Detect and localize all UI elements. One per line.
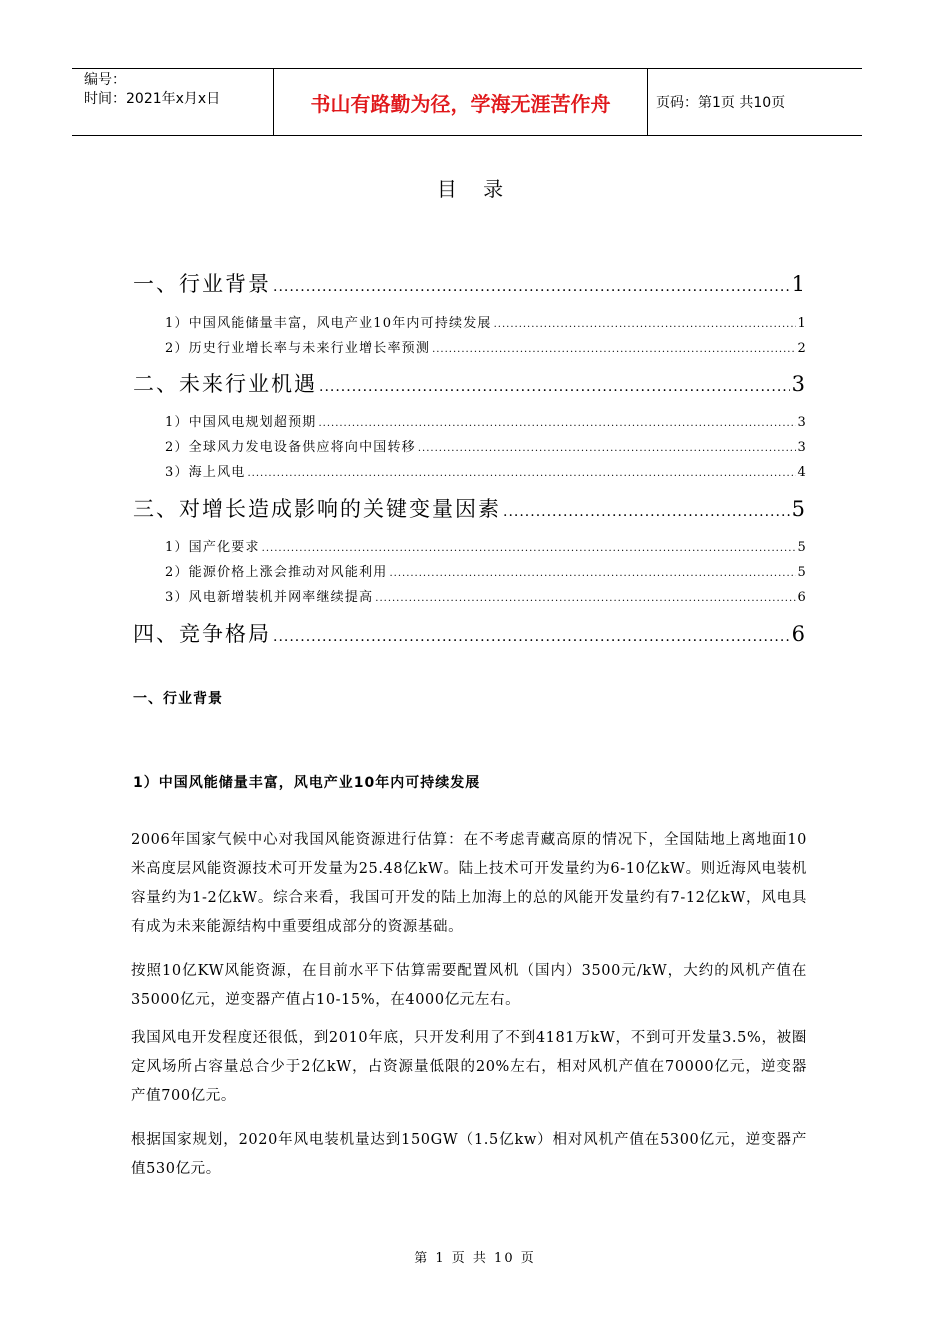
toc-entry[interactable]	[133, 493, 807, 523]
toc-entry[interactable]	[165, 561, 807, 580]
toc-entry[interactable]	[165, 461, 807, 480]
toc-entry-page: 5	[791, 497, 807, 521]
header-page-info: 页码：第1页 共10页	[656, 95, 786, 111]
body-paragraph: 按照10亿KW风能资源，在目前水平下估算需要配置风机（国内）3500元/kW，大约的风机产值在35000亿元，逆变器产值占10-15%，在4000亿元左右。	[131, 963, 807, 1008]
toc-entry-label: 二、未来行业机遇	[133, 372, 317, 396]
toc-entry-page: 2	[797, 341, 807, 356]
toc-entry-label: 三、对增长造成影响的关键变量因素	[133, 497, 501, 521]
body-paragraph: 我国风电开发程度还很低，到2010年底，只开发利用了不到4181万kW，不到可开发量3.5%，被圈定风场所占容量总合少于2亿kW，占资源量低限的20%左右，相对风机产值在70000亿元，逆变器产值700亿元。	[131, 1030, 807, 1104]
section-title: 一、行业背景	[133, 691, 223, 707]
toc-entry-label: 2）能源价格上涨会推动对风能利用	[165, 565, 388, 580]
toc-entry[interactable]	[165, 337, 807, 356]
toc-entry-page: 6	[797, 590, 807, 605]
toc-entry-label: 1）中国风能储量丰富，风电产业10年内可持续发展	[165, 316, 492, 331]
toc-entry-label: 2）全球风力发电设备供应将向中国转移	[165, 440, 416, 455]
toc-entry-label: 1）中国风电规划超预期	[165, 415, 317, 430]
toc-entry-page: 3	[791, 372, 807, 396]
toc-entry[interactable]	[165, 586, 807, 605]
header-meta	[72, 69, 274, 135]
toc-entry-page: 6	[791, 622, 807, 646]
toc-entry-page: 5	[797, 565, 807, 580]
toc-entry[interactable]	[165, 536, 807, 555]
subsection-title: 1）中国风能储量丰富，风电产业10年内可持续发展	[133, 775, 481, 791]
header-motto: 书山有路勤为径，学海无涯苦作舟	[274, 69, 648, 135]
toc-entry[interactable]	[165, 312, 807, 331]
toc-entry[interactable]	[165, 436, 807, 455]
body-paragraph: 2006年国家气候中心对我国风能资源进行估算：在不考虑青藏高原的情况下，全国陆地上离地面10米高度层风能资源技术可开发量为25.48亿kW。陆上技术可开发量约为6-10亿kW。则近海风电装机容量约为1-2亿kW。综合来看，我国可开发的陆上加海上的总的风能开发量约有7-12亿kW，风电具有成为未来能源结构中重要组成部分的资源基础。	[131, 832, 807, 935]
toc-entry-page: 5	[797, 540, 807, 555]
toc-entry-label: 3）海上风电	[165, 465, 246, 480]
toc-entry[interactable]	[133, 368, 807, 398]
serial-label: 编号：	[84, 72, 126, 88]
toc-entry-page: 3	[797, 440, 807, 455]
toc-title: 目 录	[436, 177, 514, 201]
toc-entry-page: 3	[797, 415, 807, 430]
toc-entry-page: 1	[791, 272, 807, 296]
date-label: 时间：2021年x月x日	[84, 91, 221, 107]
body-paragraph: 根据国家规划，2020年风电装机量达到150GW（1.5亿kw）相对风机产值在5300亿元，逆变器产值530亿元。	[131, 1132, 807, 1177]
toc-entry-label: 一、行业背景	[133, 272, 271, 296]
toc-entry-page: 4	[797, 465, 807, 480]
toc-entry[interactable]	[165, 411, 807, 430]
page-footer: 第 1 页 共 10 页	[414, 1251, 536, 1266]
toc-entry[interactable]	[133, 618, 807, 648]
toc-entry[interactable]	[133, 268, 807, 298]
toc-entry-label: 2）历史行业增长率与未来行业增长率预测	[165, 341, 431, 356]
toc-entry-label: 四、竞争格局	[133, 622, 271, 646]
page-header	[72, 68, 862, 136]
toc-entry-label: 3）风电新增装机并网率继续提高	[165, 590, 374, 605]
toc-entry-label: 1）国产化要求	[165, 540, 260, 555]
toc-entry-page: 1	[797, 316, 807, 331]
